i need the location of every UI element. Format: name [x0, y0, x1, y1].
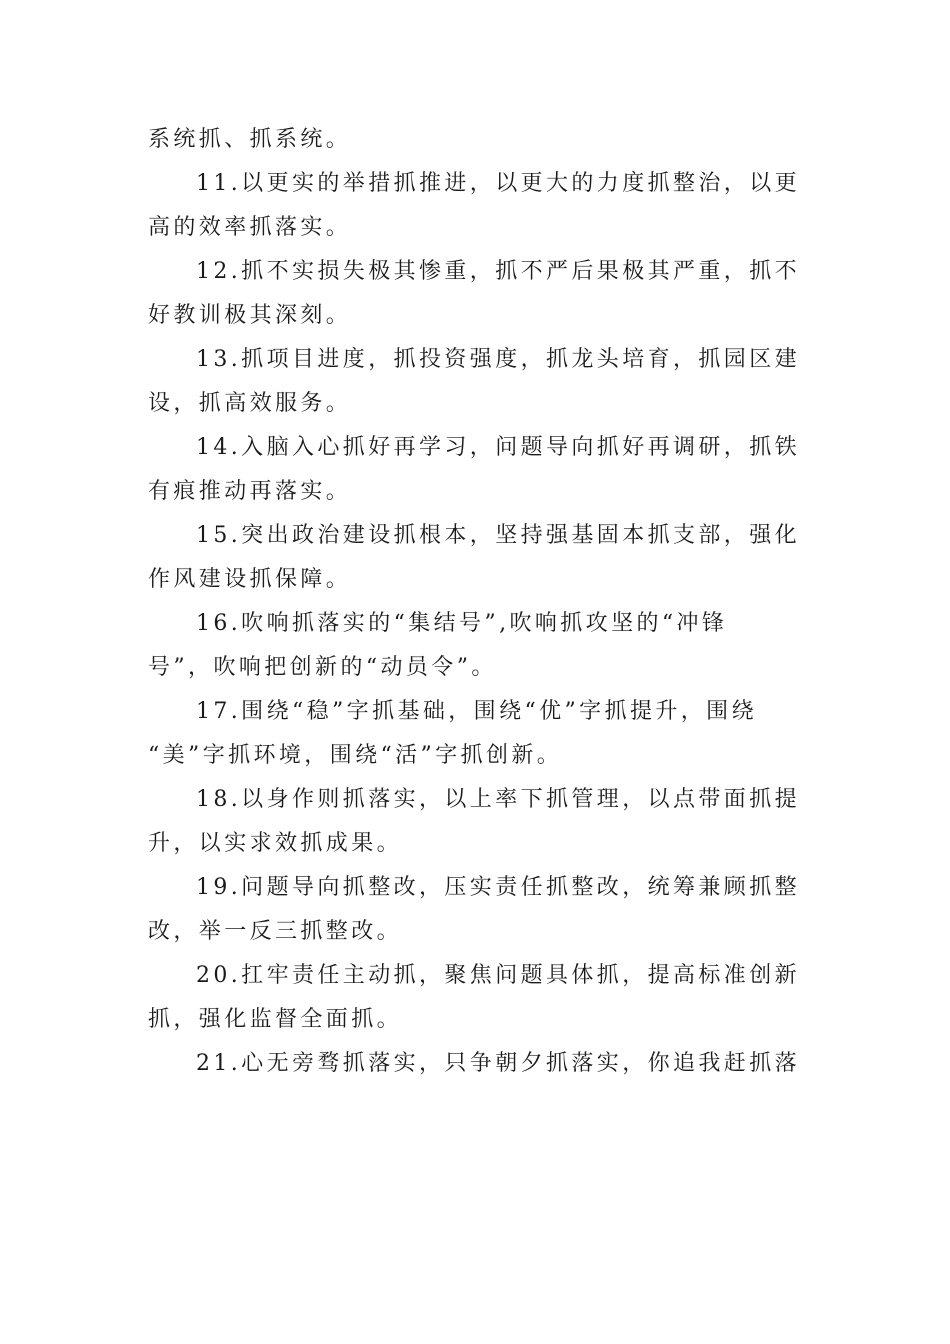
- text-line: 11.以更实的举措抓推进，以更大的力度抓整治，以更: [196, 171, 800, 196]
- text-line: 升，以实求效抓成果。: [148, 831, 403, 856]
- text-line: 21.心无旁骛抓落实，只争朝夕抓落实，你追我赶抓落: [196, 1051, 800, 1076]
- text-line: 19.问题导向抓整改，压实责任抓整改，统筹兼顾抓整: [196, 875, 800, 900]
- text-line: 16.吹响抓落实的“集结号”,吹响抓攻坚的“冲锋: [196, 611, 728, 636]
- text-line: 好教训极其深刻。: [148, 303, 352, 328]
- text-line: 系统抓、抓系统。: [148, 127, 352, 152]
- text-line: 12.抓不实损失极其惨重，抓不严后果极其严重，抓不: [196, 259, 800, 284]
- document-body: [148, 118, 808, 1086]
- text-line: 20.扛牢责任主动抓，聚焦问题具体抓，提高标准创新: [196, 963, 800, 988]
- text-line: 抓，强化监督全面抓。: [148, 1007, 403, 1032]
- text-line: 改，举一反三抓整改。: [148, 919, 403, 944]
- text-line: 作风建设抓保障。: [148, 567, 352, 592]
- text-line: 17.围绕“稳”字抓基础，围绕“优”字抓提升，围绕: [196, 699, 757, 724]
- text-line: 15.突出政治建设抓根本，坚持强基固本抓支部，强化: [196, 523, 800, 548]
- text-line: 高的效率抓落实。: [148, 215, 352, 240]
- text-line: 号”，吹响把创新的“动员令”。: [148, 655, 497, 680]
- text-line: 13.抓项目进度，抓投资强度，抓龙头培育，抓园区建: [196, 347, 800, 372]
- text-line: “美”字抓环境，围绕“活”字抓创新。: [148, 743, 563, 768]
- text-line: 18.以身作则抓落实，以上率下抓管理，以点带面抓提: [196, 787, 800, 812]
- text-line: 有痕推动再落实。: [148, 479, 352, 504]
- text-line: 14.入脑入心抓好再学习，问题导向抓好再调研，抓铁: [196, 435, 800, 460]
- text-line: 设，抓高效服务。: [148, 391, 352, 416]
